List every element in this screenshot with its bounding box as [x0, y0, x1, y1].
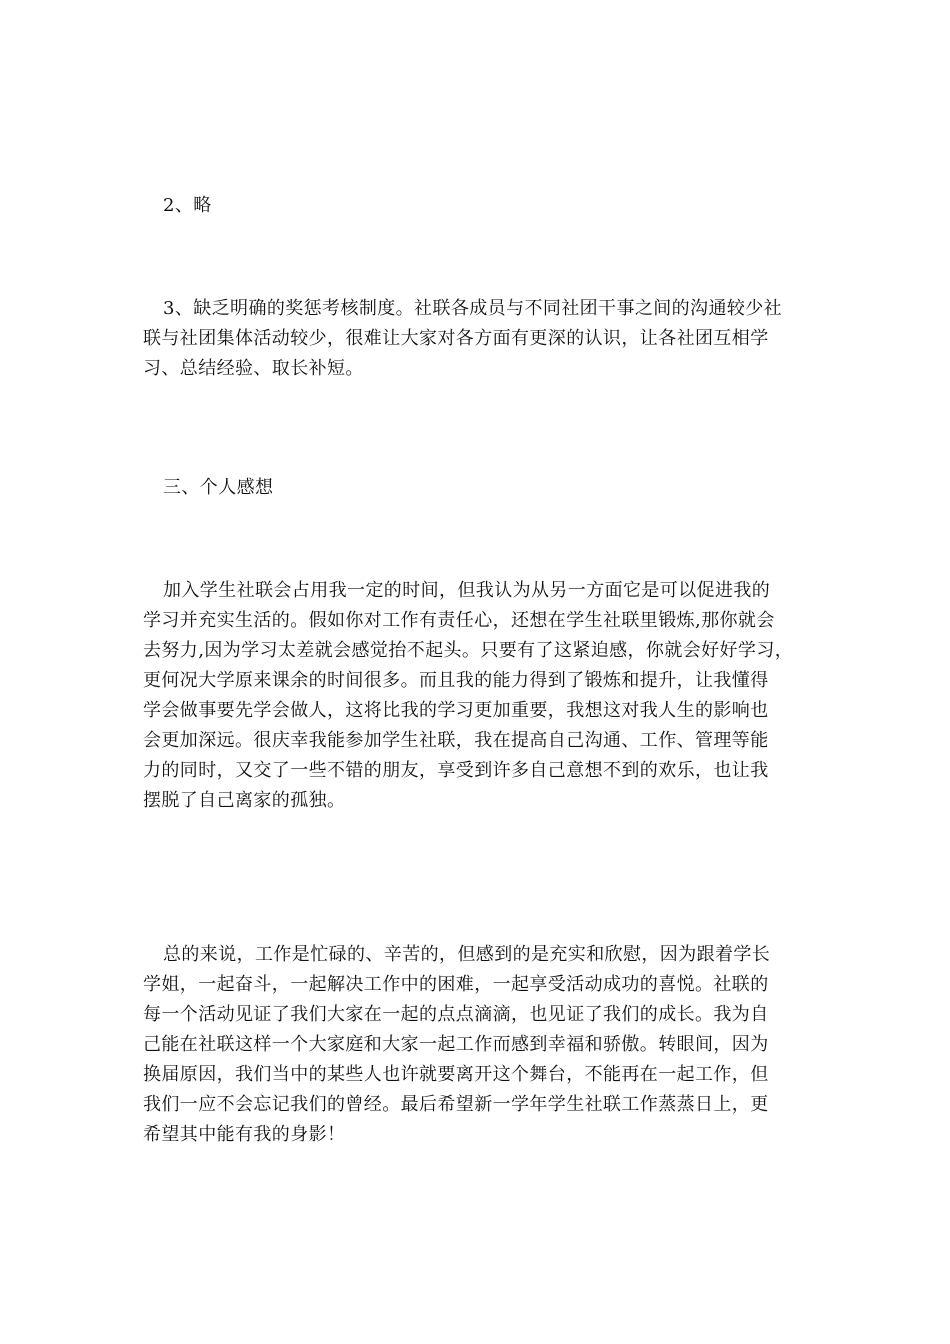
- paragraph-conclusion: [143, 940, 813, 1150]
- section-heading: [143, 473, 813, 503]
- list-item-3-line-3: 习、总结经验、取长补短。: [143, 358, 364, 379]
- list-item-3: [143, 294, 813, 384]
- paragraph-line: 每一个活动见证了我们大家在一起的点点滴滴，也见证了我们的成长。我为自: [143, 1004, 769, 1025]
- paragraph-line: 己能在社联这样一个大家庭和大家一起工作而感到幸福和骄傲。转眼间，因为: [143, 1034, 769, 1055]
- list-item-2-text: 2、略: [163, 195, 212, 216]
- paragraph-line: 去努力,因为学习太差就会感觉抬不起头。只要有了这紧迫感，你就会好好学习，: [143, 640, 794, 661]
- paragraph-line: 学习并充实生活的。假如你对工作有责任心，还想在学生社联里锻炼,那你就会: [143, 610, 775, 631]
- paragraph-line: 学姐，一起奋斗，一起解决工作中的困难，一起享受活动成功的喜悦。社联的: [143, 974, 769, 995]
- paragraph-line: 换届原因，我们当中的某些人也许就要离开这个舞台，不能再在一起工作，但: [143, 1064, 769, 1085]
- section-heading-text: 三、个人感想: [163, 477, 274, 498]
- paragraph-line: 更何况大学原来课余的时间很多。而且我的能力得到了锻炼和提升，让我懂得: [143, 670, 769, 691]
- paragraph-line: 我们一应不会忘记我们的曾经。最后希望新一学年学生社联工作蒸蒸日上，更: [143, 1094, 769, 1115]
- list-item-2: [143, 191, 813, 221]
- list-item-3-line-1: 3、缺乏明确的奖惩考核制度。社联各成员与不同社团干事之间的沟通较少社: [163, 298, 783, 319]
- list-item-3-line-2: 联与社团集体活动较少，很难让大家对各方面有更深的认识，让各社团互相学: [143, 328, 769, 349]
- paragraph-line: 加入学生社联会占用我一定的时间，但我认为从另一方面它是可以促进我的: [163, 580, 771, 601]
- paragraph-personal-feelings: [143, 576, 813, 816]
- paragraph-line: 会更加深远。很庆幸我能参加学生社联，我在提高自己沟通、工作、管理等能: [143, 730, 769, 751]
- paragraph-line: 摆脱了自己离家的孤独。: [143, 790, 346, 811]
- paragraph-line: 希望其中能有我的身影！: [143, 1124, 346, 1145]
- paragraph-line: 学会做事要先学会做人，这将比我的学习更加重要，我想这对我人生的影响也: [143, 700, 769, 721]
- paragraph-line: 总的来说，工作是忙碌的、辛苦的，但感到的是充实和欣慰，因为跟着学长: [163, 944, 771, 965]
- paragraph-line: 力的同时，又交了一些不错的朋友，享受到许多自己意想不到的欢乐，也让我: [143, 760, 769, 781]
